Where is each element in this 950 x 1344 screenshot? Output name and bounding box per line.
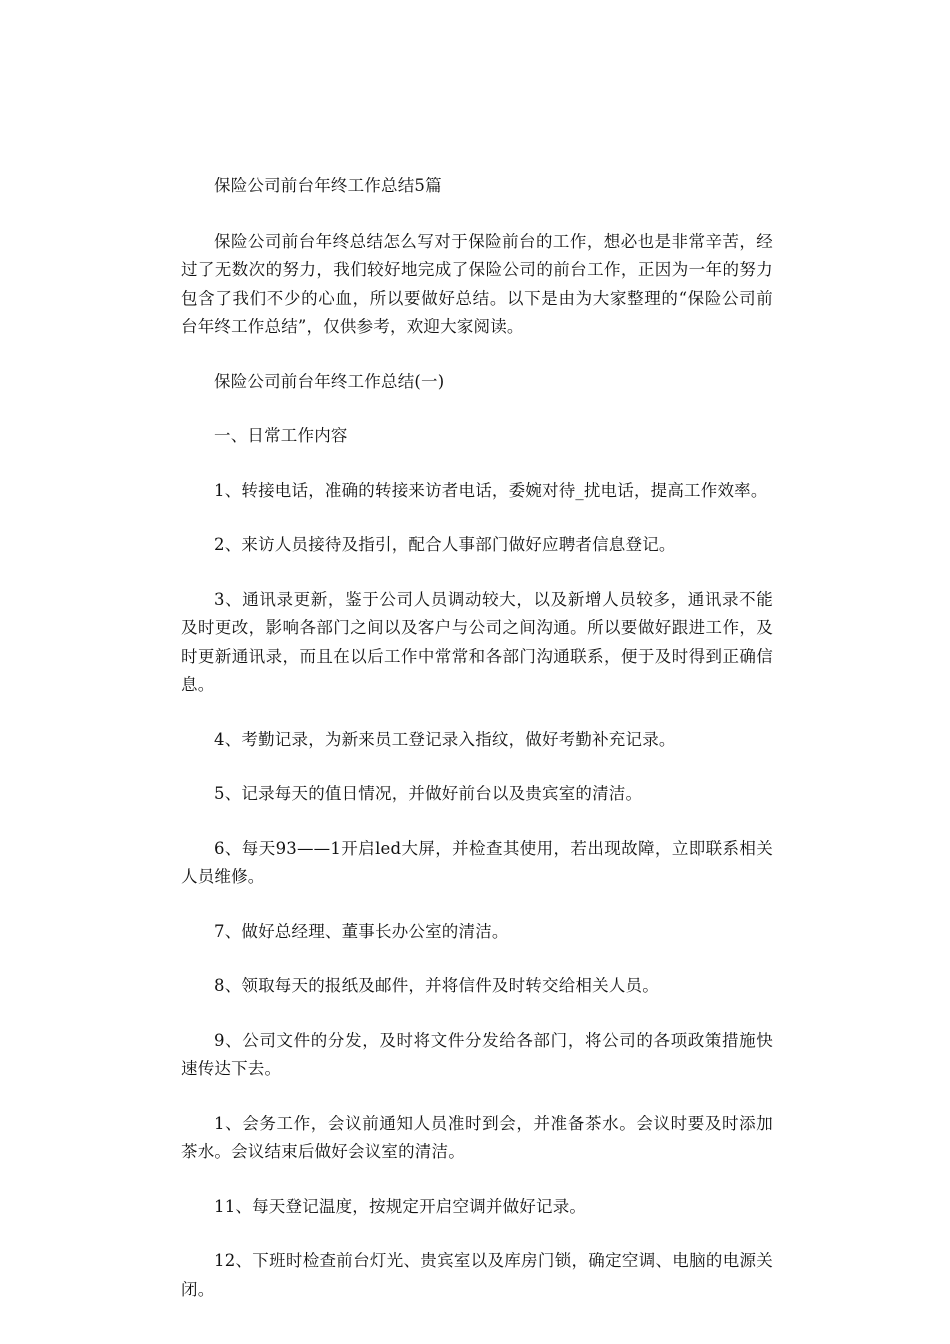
list-item: 4、考勤记录，为新来员工登记录入指纹，做好考勤补充记录。 [214,729,676,749]
document-body [181,172,773,1330]
list-item: 1、转接电话，准确的转接来访者电话，委婉对待_扰电话，提高工作效率。 [214,480,768,500]
intro-paragraph: 保险公司前台年终总结怎么写对于保险前台的工作，想必也是非常辛苦，经过了无数次的努力，我们较好地完成了保险公司的前台工作，正因为一年的努力包含了我们不少的心血，所以要做好总结。以下是由为大家整理的“保险公司前台年终工作总结”，仅供参考，欢迎大家阅读。 [181,231,773,336]
list-item: 11、每天登记温度，按规定开启空调并做好记录。 [214,1196,587,1216]
list-item: 7、做好总经理、董事长办公室的清洁。 [214,921,509,941]
list-item: 2、来访人员接待及指引，配合人事部门做好应聘者信息登记。 [214,535,676,554]
list-item: 8、领取每天的报纸及邮件，并将信件及时转交给相关人员。 [214,976,659,995]
list-item: 6、每天93——1开启led大屏，并检查其使用，若出现故障，立即联系相关人员维修。 [181,838,773,886]
list-item: 3、通讯录更新，鉴于公司人员调动较大，以及新增人员较多，通讯录不能及时更改，影响各部门之间以及客户与公司之间沟通。所以要做好跟进工作，及时更新通讯录，而且在以后工作中常常和各部门沟通联系，便于及时得到正确信息。 [181,589,773,694]
list-item: 9、公司文件的分发，及时将文件分发给各部门，将公司的各项政策措施快速传达下去。 [181,1030,773,1078]
document-title: 保险公司前台年终工作总结5篇 [214,176,442,195]
section-title: 保险公司前台年终工作总结(一) [214,371,445,391]
list-item: 12、下班时检查前台灯光、贵宾室以及库房门锁，确定空调、电脑的电源关闭。 [181,1251,773,1299]
list-item: 1、会务工作，会议前通知人员准时到会，并准备茶水。会议时要及时添加茶水。会议结束后做好会议室的清洁。 [181,1113,773,1161]
list-item: 5、记录每天的值日情况，并做好前台以及贵宾室的清洁。 [214,784,643,803]
subsection-title: 一、日常工作内容 [214,426,348,445]
